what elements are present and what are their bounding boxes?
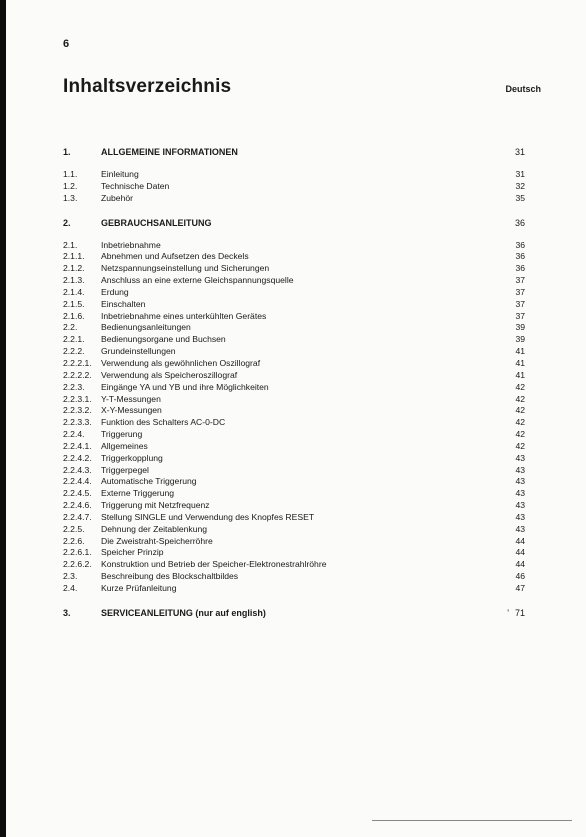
entry-number: 1.2.	[63, 180, 78, 191]
entry-number: 2.2.6.1.	[63, 547, 92, 558]
entry-page: 39	[515, 322, 525, 333]
entry-title: Einleitung	[101, 169, 139, 179]
section-page: 31	[514, 147, 525, 157]
entry-number: 2.2.5.	[63, 523, 85, 534]
entry-page: 42	[515, 405, 525, 416]
entry-title: Beschreibung des Blockschaltbildes	[101, 571, 239, 582]
toc-entry	[63, 488, 525, 500]
toc-section-heading	[63, 607, 525, 620]
entry-title: Inbetriebnahme	[101, 239, 161, 250]
entry-number: 2.2.2.2.	[63, 369, 92, 380]
toc-entries	[63, 240, 525, 595]
toc-entry	[63, 370, 525, 382]
entry-title: Kurze Prüfanleitung	[101, 583, 177, 593]
section-number: 1.	[63, 147, 71, 157]
entry-number: 2.1.	[63, 239, 78, 250]
toc-entry	[63, 322, 525, 334]
entry-title: Verwendung als Speicheroszillograf	[101, 369, 238, 380]
entry-title: Grundeinstellungen	[101, 346, 176, 357]
entry-number: 2.4.	[63, 583, 78, 593]
entry-number: 2.1.4.	[63, 286, 85, 297]
entry-page: 43	[515, 500, 525, 511]
toc-entry	[63, 382, 525, 394]
toc-section-heading	[63, 146, 525, 159]
entry-page: 43	[515, 488, 525, 499]
entry-number: 2.2.4.	[63, 429, 85, 440]
entry-title: Einschalten	[101, 298, 146, 309]
entry-title: Triggerpegel	[101, 464, 149, 475]
toc-entry	[63, 394, 525, 406]
entry-page: 36	[515, 263, 525, 274]
toc-entry	[63, 263, 525, 275]
toc-entry	[63, 547, 525, 559]
toc-entry	[63, 559, 525, 571]
toc-section-heading	[63, 217, 525, 230]
toc-entry	[63, 417, 525, 429]
toc-section-3	[63, 607, 525, 620]
entry-number: 2.2.	[63, 322, 78, 333]
entry-title: Stellung SINGLE und Verwendung des Knopfes RESET	[101, 511, 315, 522]
entry-page: 44	[515, 547, 525, 558]
toc-entry	[63, 583, 525, 595]
entry-page: 42	[515, 393, 525, 404]
entry-page: 36	[515, 251, 525, 262]
entry-page: 44	[515, 535, 525, 546]
toc-section-2	[63, 217, 525, 595]
toc-entry	[63, 169, 525, 181]
toc-entry	[63, 311, 525, 323]
toc-entry	[63, 429, 525, 441]
entry-page: 35	[515, 192, 525, 203]
toc-entry	[63, 453, 525, 465]
entry-page: 32	[515, 180, 525, 191]
entry-number: 2.2.6.2.	[63, 559, 92, 570]
entry-page: 42	[515, 429, 525, 440]
toc-entry	[63, 571, 525, 583]
entry-number: 2.3.	[63, 571, 78, 582]
entry-title: Zubehör	[101, 192, 134, 203]
toc-entry	[63, 251, 525, 263]
table-of-contents	[63, 146, 525, 632]
toc-entry	[63, 405, 525, 417]
section-page: 71	[514, 607, 525, 618]
toc-entry	[63, 299, 525, 311]
toc-entry	[63, 536, 525, 548]
entry-page: 41	[515, 369, 525, 380]
page-title: Inhaltsverzeichnis	[63, 76, 232, 97]
entry-title: Funktion des Schalters AC-0-DC	[101, 417, 226, 428]
entry-page: 42	[515, 417, 525, 428]
entry-title: Netzspannungseinstellung und Sicherungen	[101, 263, 270, 274]
toc-entry	[63, 465, 525, 477]
entry-number: 2.1.5.	[63, 298, 85, 309]
entry-number: 2.1.2.	[63, 263, 85, 274]
section-title: SERVICEANLEITUNG (nur auf english)	[101, 607, 266, 618]
entry-title: Konstruktion und Betrieb der Speicher-Elektronestrahlröhre	[101, 559, 327, 570]
entry-page: 36	[515, 239, 525, 250]
margin-mark: '	[507, 607, 509, 618]
entry-number: 2.2.1.	[63, 334, 85, 345]
entry-page: 37	[515, 310, 525, 321]
entry-title: Dehnung der Zeitablenkung	[101, 523, 208, 534]
footer-rule	[372, 820, 572, 821]
entry-number: 2.2.4.2.	[63, 452, 92, 463]
entry-number: 2.2.3.2.	[63, 405, 92, 416]
entry-title: Eingänge YA und YB und ihre Möglichkeiten	[101, 381, 269, 392]
entry-number: 2.2.4.4.	[63, 476, 92, 487]
entry-title: Speicher Prinzip	[101, 547, 164, 558]
entry-number: 2.2.2.1.	[63, 357, 92, 368]
entry-page: 43	[515, 523, 525, 534]
entry-number: 2.1.1.	[63, 251, 85, 262]
page-number: 6	[63, 38, 70, 50]
section-title: ALLGEMEINE INFORMATIONEN	[101, 147, 238, 157]
entry-number: 1.3.	[63, 192, 78, 203]
entry-title: X-Y-Messungen	[101, 405, 162, 416]
entry-page: 41	[515, 357, 525, 368]
section-page: 36	[514, 217, 525, 228]
toc-section-1	[63, 146, 525, 205]
entry-title: Bedienungsanleitungen	[101, 322, 191, 333]
entry-page: 41	[515, 346, 525, 357]
entry-page: 37	[515, 298, 525, 309]
entry-title: Allgemeines	[101, 440, 148, 451]
entry-page: 46	[515, 571, 525, 582]
entry-page: 42	[515, 381, 525, 392]
entry-page: 42	[515, 440, 525, 451]
scan-binding-edge	[0, 0, 6, 837]
entry-number: 2.2.4.7.	[63, 511, 92, 522]
entry-page: 43	[515, 464, 525, 475]
toc-entry	[63, 193, 525, 205]
toc-entry	[63, 275, 525, 287]
entry-number: 2.2.3.1.	[63, 393, 92, 404]
language-label: Deutsch	[505, 84, 541, 94]
entry-title: Triggerung mit Netzfrequenz	[101, 500, 210, 511]
entry-number: 2.2.4.6.	[63, 500, 92, 511]
toc-entry	[63, 524, 525, 536]
entry-title: Die Zweistraht-Speicherröhre	[101, 535, 213, 546]
entry-title: Automatische Triggerung	[101, 476, 197, 487]
entry-number: 2.2.3.3.	[63, 417, 92, 428]
entry-number: 2.2.4.5.	[63, 488, 92, 499]
entry-title: Verwendung als gewöhnlichen Oszillograf	[101, 357, 261, 368]
section-title: GEBRAUCHSANLEITUNG	[101, 217, 212, 228]
toc-entry	[63, 358, 525, 370]
entry-number: 2.2.4.1.	[63, 440, 92, 451]
entry-page: 43	[515, 452, 525, 463]
entry-title: Inbetriebnahme eines unterkühlten Gerätes	[101, 310, 267, 321]
entry-title: Technische Daten	[101, 180, 170, 191]
toc-entry	[63, 512, 525, 524]
entry-title: Erdung	[101, 286, 129, 297]
entry-page: 43	[515, 511, 525, 522]
entry-page: 39	[515, 334, 525, 345]
entry-number: 2.2.3.	[63, 381, 85, 392]
entry-number: 1.1.	[63, 169, 78, 179]
toc-entry	[63, 346, 525, 358]
entry-title: Bedienungsorgane und Buchsen	[101, 334, 226, 345]
toc-entry	[63, 240, 525, 252]
entry-page: 43	[515, 476, 525, 487]
entry-page: 47	[515, 583, 525, 593]
entry-page: 44	[515, 559, 525, 570]
entry-title: Externe Triggerung	[101, 488, 175, 499]
toc-entries	[63, 169, 525, 205]
section-number: 3.	[63, 607, 71, 618]
entry-title: Anschluss an eine externe Gleichspannungsquelle	[101, 275, 294, 286]
entry-title: Abnehmen und Aufsetzen des Deckels	[101, 251, 249, 262]
entry-number: 2.1.3.	[63, 275, 85, 286]
toc-entry	[63, 500, 525, 512]
toc-entry	[63, 476, 525, 488]
entry-page: 37	[515, 286, 525, 297]
entry-title: Triggerkopplung	[101, 452, 163, 463]
entry-title: Triggerung	[101, 429, 143, 440]
toc-entry	[63, 334, 525, 346]
section-number: 2.	[63, 217, 71, 228]
entry-number: 2.2.6.	[63, 535, 85, 546]
entry-number: 2.2.2.	[63, 346, 85, 357]
toc-entry	[63, 287, 525, 299]
entry-number: 2.2.4.3.	[63, 464, 92, 475]
toc-entry	[63, 181, 525, 193]
toc-entry	[63, 441, 525, 453]
entry-page: 37	[515, 275, 525, 286]
entry-number: 2.1.6.	[63, 310, 85, 321]
entry-page: 31	[515, 169, 525, 179]
entry-title: Y-T-Messungen	[101, 393, 161, 404]
